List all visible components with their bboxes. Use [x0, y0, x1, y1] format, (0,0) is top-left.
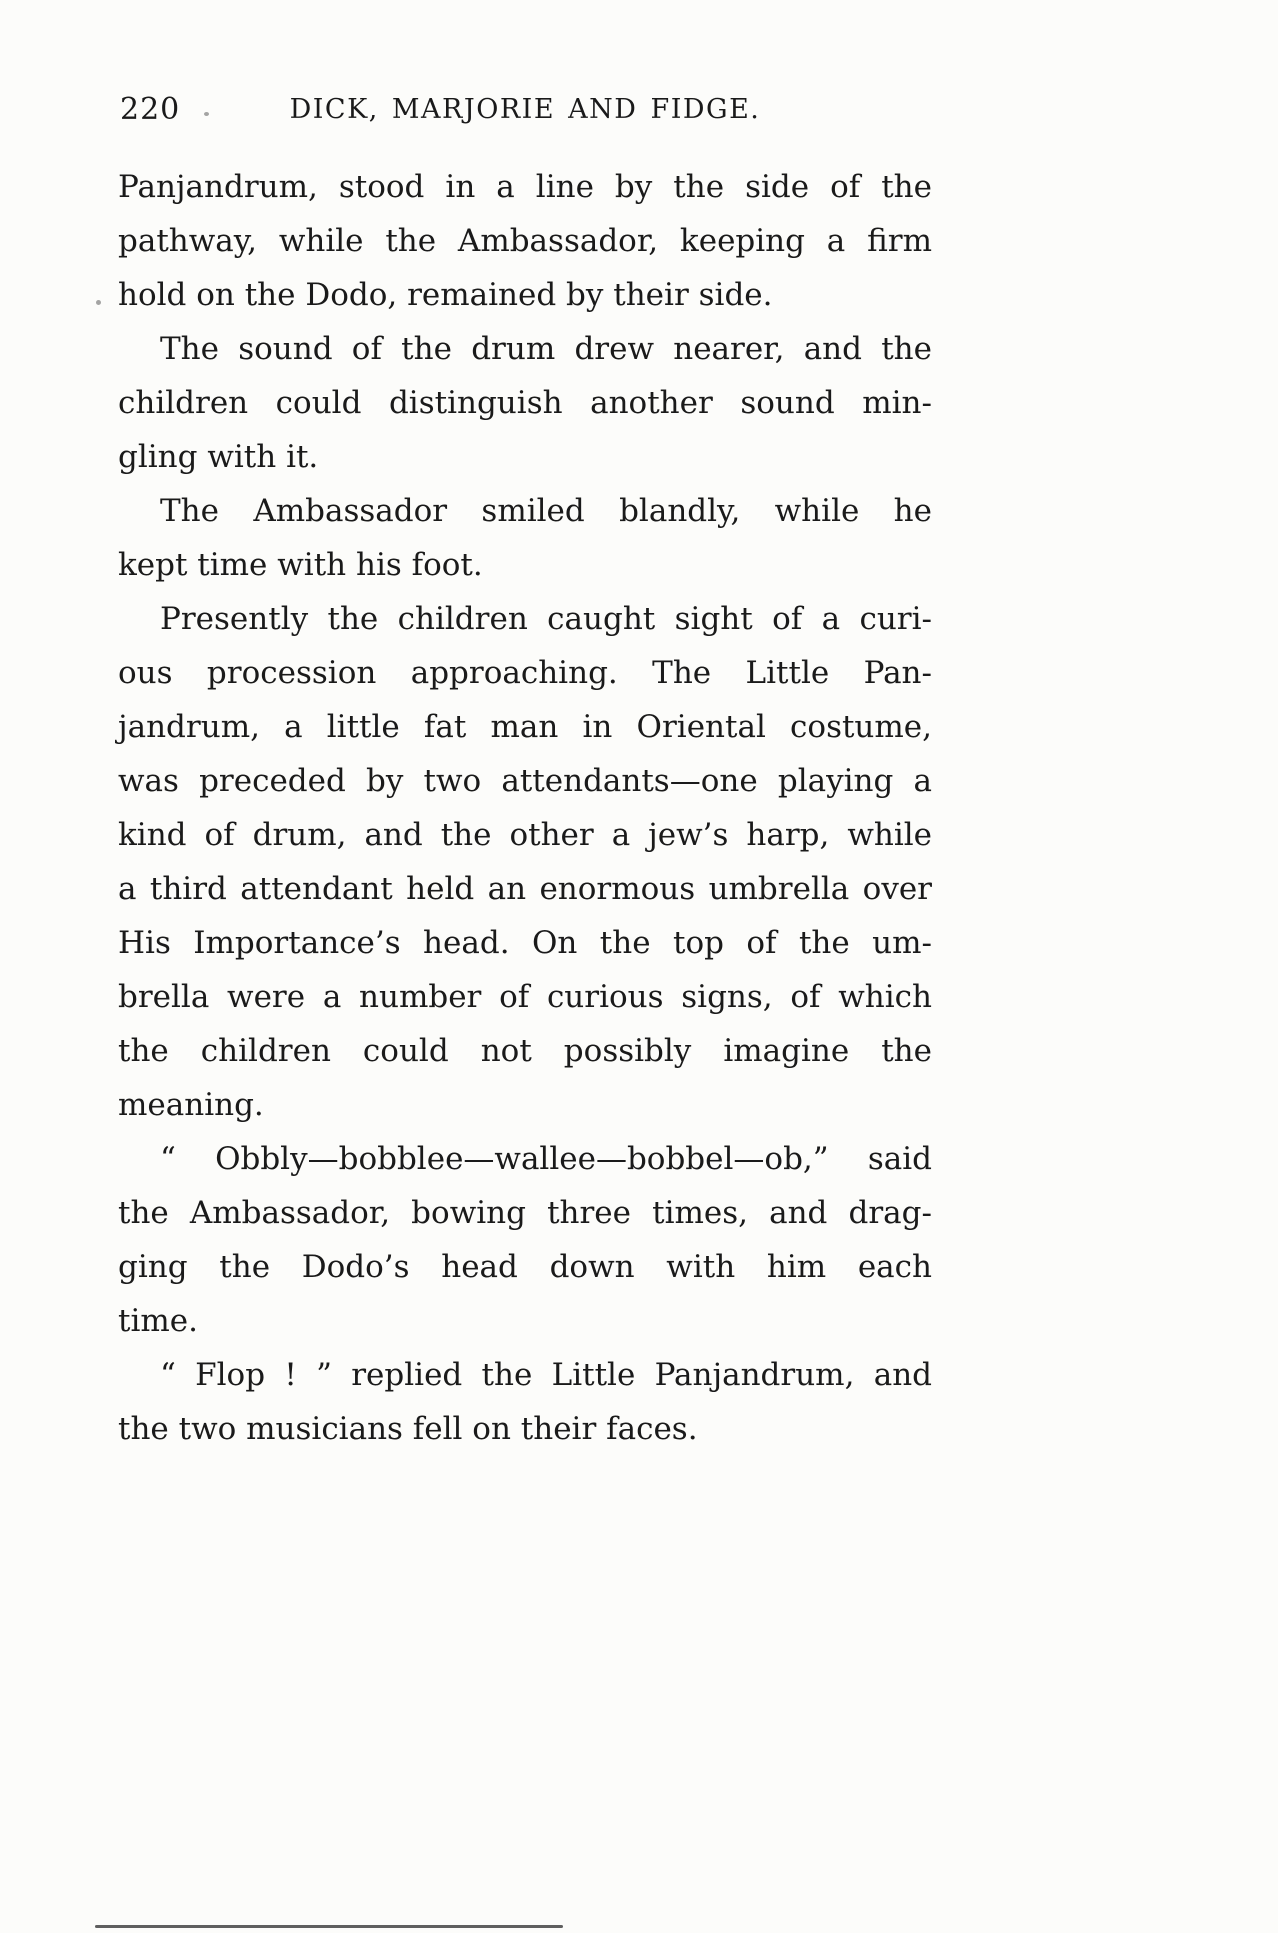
text-line: ous procession approaching. The Little Pan-: [118, 655, 932, 691]
text-line: hold on the Dodo, remained by their side.: [118, 277, 773, 313]
page-number: 220: [120, 92, 181, 127]
text-line: jandrum, a little fat man in Oriental costume,: [118, 709, 932, 745]
scan-speck: [96, 300, 101, 305]
text-line: “ Obbly—bobblee—wallee—bobbel—ob,” said: [160, 1141, 932, 1177]
text-line: Panjandrum, stood in a line by the side of the: [118, 169, 932, 205]
text-line: the Ambassador, bowing three times, and drag-: [118, 1195, 932, 1231]
text-line: was preceded by two attendants—one playing a: [118, 763, 932, 799]
paragraph: [118, 160, 932, 322]
text-line: The Ambassador smiled blandly, while he: [160, 493, 932, 529]
paragraph: [118, 1132, 932, 1348]
text-line: The sound of the drum drew nearer, and the: [160, 331, 932, 367]
paragraph: [118, 592, 932, 1132]
text-line: pathway, while the Ambassador, keeping a firm: [118, 223, 932, 259]
text-line: time.: [118, 1303, 198, 1339]
text-line: the children could not possibly imagine the: [118, 1033, 932, 1069]
paragraph: [118, 322, 932, 484]
text-line: brella were a number of curious signs, of which: [118, 979, 932, 1015]
page-body: [118, 160, 932, 1456]
text-line: meaning.: [118, 1087, 264, 1123]
page-header: [118, 88, 932, 132]
text-line: His Importance’s head. On the top of the um-: [118, 925, 932, 961]
scan-edge-artifact: [95, 1925, 563, 1928]
text-line: “ Flop ! ” replied the Little Panjandrum, and: [160, 1357, 932, 1393]
scan-speck: [204, 112, 209, 116]
text-line: kept time with his foot.: [118, 547, 483, 583]
text-line: ging the Dodo’s head down with him each: [118, 1249, 932, 1285]
text-line: Presently the children caught sight of a curi-: [160, 601, 932, 637]
text-line: a third attendant held an enormous umbrella over: [118, 871, 932, 907]
running-title: DICK, MARJORIE AND FIDGE.: [289, 94, 761, 125]
paragraph: [118, 484, 932, 592]
text-line: the two musicians fell on their faces.: [118, 1411, 698, 1447]
text-line: gling with it.: [118, 439, 319, 475]
text-line: kind of drum, and the other a jew’s harp, while: [118, 817, 932, 853]
paragraph: [118, 1348, 932, 1456]
text-line: children could distinguish another sound min-: [118, 385, 932, 421]
